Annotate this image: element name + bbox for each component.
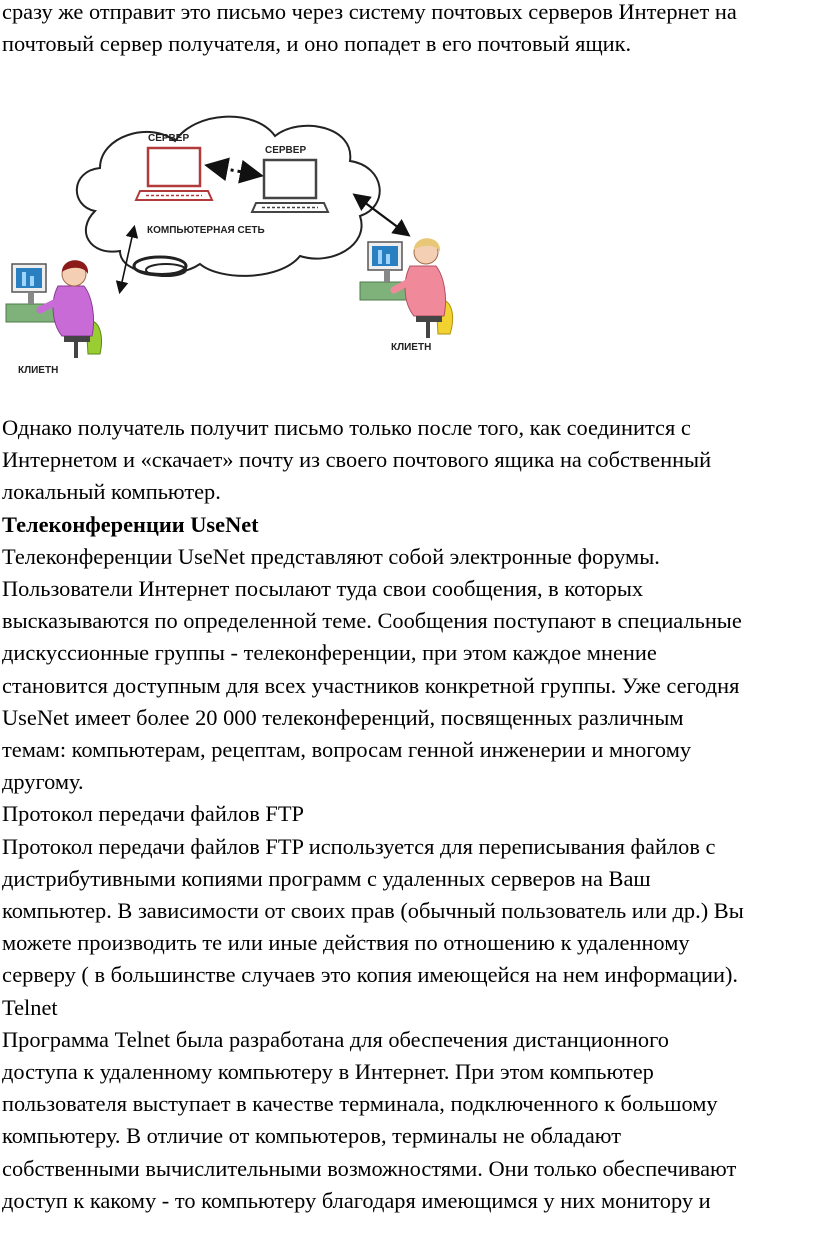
server-right-icon bbox=[252, 160, 328, 212]
text-line: Однако получатель получит письмо только после того, как соединится с bbox=[2, 415, 691, 440]
text-line: серверу ( в большинстве случаев это копия имеющейся на нем информации). bbox=[2, 962, 739, 988]
paragraph-usenet bbox=[0, 541, 816, 799]
text-line: дистрибутивными копиями программ с удаленных серверов на Ваш bbox=[2, 865, 651, 891]
intro-paragraph bbox=[0, 0, 816, 60]
paragraph-ftp bbox=[0, 831, 816, 992]
text-line: доступ к какому - то компьютеру благодаря имеющимся у них монитору и bbox=[2, 1187, 711, 1213]
text-line: доступа к удаленному компьютеру в Интернет. При этом компьютер bbox=[2, 1059, 654, 1085]
diagram-svg bbox=[0, 96, 480, 386]
text-line: Протокол передачи файлов FTP используется для переписывания файлов с bbox=[2, 833, 716, 859]
server-left-label: СЕРВЕР bbox=[148, 133, 190, 144]
text-line: высказываются по определенной теме. Сообщения поступают в специальные bbox=[2, 608, 742, 634]
email-network-diagram bbox=[0, 96, 480, 386]
text-line: темам: компьютерам, рецептам, вопросам генной инженерии и многому bbox=[2, 737, 692, 763]
text-line: становится доступным для всех участников конкретной группы. Уже сегодня bbox=[2, 672, 740, 698]
client-left-figure bbox=[6, 260, 101, 358]
text-line: другому. bbox=[2, 769, 84, 795]
text-line: почтовый сервер получателя, и оно попадет в его почтовый ящик. bbox=[2, 31, 632, 57]
text-line: локальный компьютер. bbox=[2, 479, 221, 505]
text-line: Телеконференции UseNet представляют собой электронные форумы. bbox=[2, 543, 660, 569]
text-line: Пользователи Интернет посылают туда свои сообщения, в которых bbox=[2, 576, 644, 602]
paragraph-download-mail bbox=[0, 412, 816, 509]
client-right-label: КЛИЕТН bbox=[391, 342, 432, 353]
client-right-figure bbox=[360, 238, 453, 338]
network-label: КОМПЬЮТЕРНАЯ СЕТЬ bbox=[147, 225, 265, 236]
client-left-label: КЛИЕТН bbox=[18, 365, 59, 376]
text-line: UseNet имеет более 20 000 телеконференций, посвященных различным bbox=[2, 704, 684, 730]
article-body bbox=[0, 412, 816, 1217]
network-cloud-shape bbox=[77, 117, 380, 276]
text-line: компьютер. В зависимости от своих прав (обычный пользователь или др.) Вы bbox=[2, 898, 744, 924]
text-line: можете производить те или иные действия по отношению к удаленному bbox=[2, 930, 690, 956]
heading-usenet: Телеконференции UseNet bbox=[2, 511, 259, 537]
text-line: Программа Telnet была разработана для обеспечения дистанционного bbox=[2, 1026, 669, 1052]
text-line: сразу же отправит это письмо через систему почтовых серверов Интернет на bbox=[2, 0, 737, 24]
text-line: Интернетом и «скачает» почту из своего почтового ящика на собственный bbox=[2, 447, 712, 473]
text-line: компьютеру. В отличие от компьютеров, терминалы не обладают bbox=[2, 1123, 622, 1149]
text-line: собственными вычислительными возможностями. Они только обеспечивают bbox=[2, 1155, 737, 1181]
server-right-label: СЕРВЕР bbox=[265, 145, 307, 156]
text-line: пользователя выступает в качестве терминала, подключенного к большому bbox=[2, 1091, 718, 1117]
paragraph-telnet bbox=[0, 1024, 816, 1217]
server-left-icon bbox=[136, 148, 212, 200]
heading-ftp: Протокол передачи файлов FTP bbox=[2, 801, 304, 827]
heading-telnet: Telnet bbox=[2, 994, 58, 1020]
text-line: дискуссионные группы - телеконференции, при этом каждое мнение bbox=[2, 640, 657, 666]
